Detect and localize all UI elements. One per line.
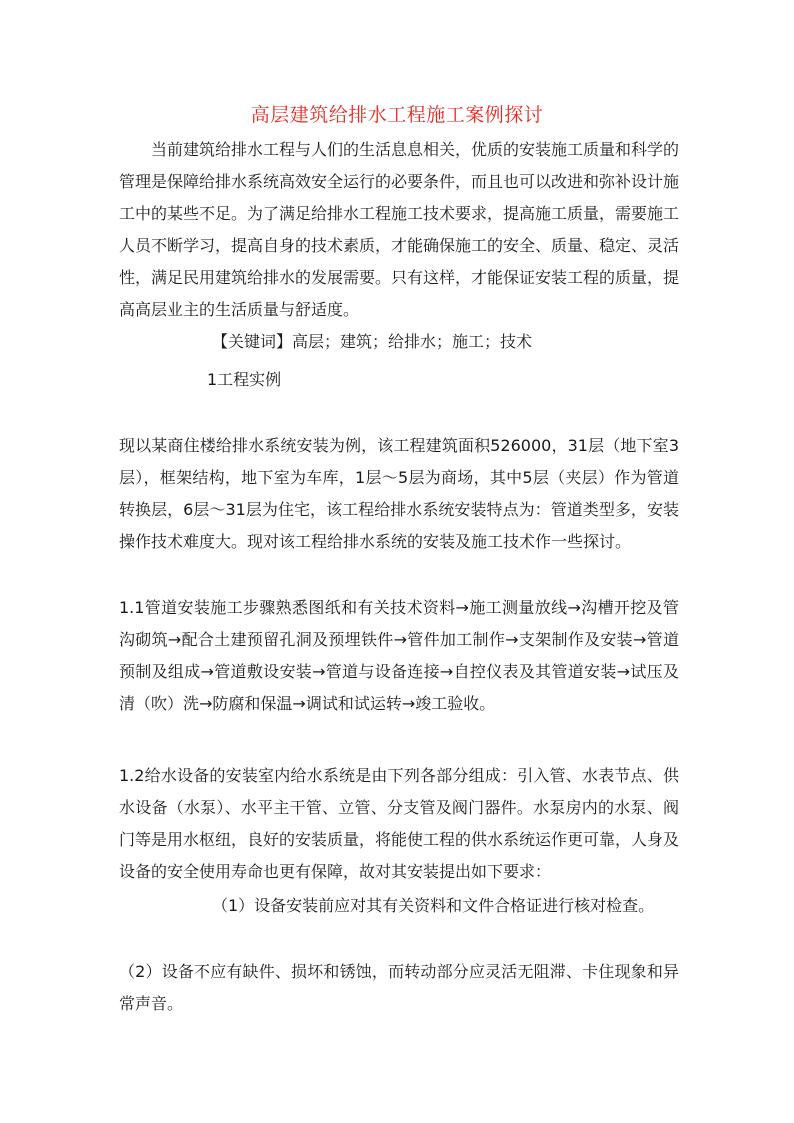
requirement-1: （1）设备安装前应对其有关资料和文件合格证进行核对检查。 bbox=[212, 896, 655, 915]
keywords-line: 【关键词】高层；建筑；给排水；施工；技术 bbox=[212, 332, 533, 351]
section-1-1-paragraph: 1.1管道安装施工步骤熟悉图纸和有关技术资料→施工测量放线→沟槽开挖及管沟砌筑→配合土建预留孔洞及预埋铁件→管件加工制作→支架制作及安装→管道预制及组成→管道敷设安装→管道与设备连接→自控仪表及其管道安装→试压及清（吹）洗→防腐和保温→调试和试运转→竣工验收。 bbox=[119, 598, 679, 713]
intro-paragraph: 当前建筑给排水工程与人们的生活息息相关，优质的安装施工质量和科学的管理是保障给排水系统高效安全运行的必要条件，而且也可以改进和弥补设计施工中的某些不足。为了满足给排水工程施工技术要求，提高施工质量，需要施工人员不断学习，提高自身的技术素质，才能确保施工的安全、质量、稳定、灵活性，满足民用建筑给排水的发展需要。只有这样，才能保证安装工程的质量，提高高层业主的生活质量与舒适度。 bbox=[119, 140, 680, 319]
document-title: 高层建筑给排水工程施工案例探讨 bbox=[250, 104, 544, 126]
requirement-2: （2）设备不应有缺件、损坏和锈蚀，而转动部分应灵活无阻滞、卡住现象和异常声音。 bbox=[119, 962, 679, 1013]
section-1-heading: 1工程实例 bbox=[207, 370, 282, 389]
section-1-2-paragraph: 1.2给水设备的安装室内给水系统是由下列各部分组成：引入管、水表节点、供水设备（水泵）、水平主干管、立管、分支管及阀门器件。水泵房内的水泵、阀门等是用水枢纽，良好的安装质量，将能使工程的供水系统运作更可靠，人身及设备的安全使用寿命也更有保障，故对其安装提出如下要求： bbox=[119, 766, 680, 881]
section-1-body: 现以某商住楼给排水系统安装为例，该工程建筑面积526000，31层（地下室3层），框架结构，地下室为车库，1层～5层为商场，其中5层（夹层）作为管道转换层，6层～31层为住宅，该工程给排水系统安装特点为：管道类型多，安装操作技术难度大。现对该工程给排水系统的安装及施工技术作一些探讨。 bbox=[119, 436, 679, 551]
